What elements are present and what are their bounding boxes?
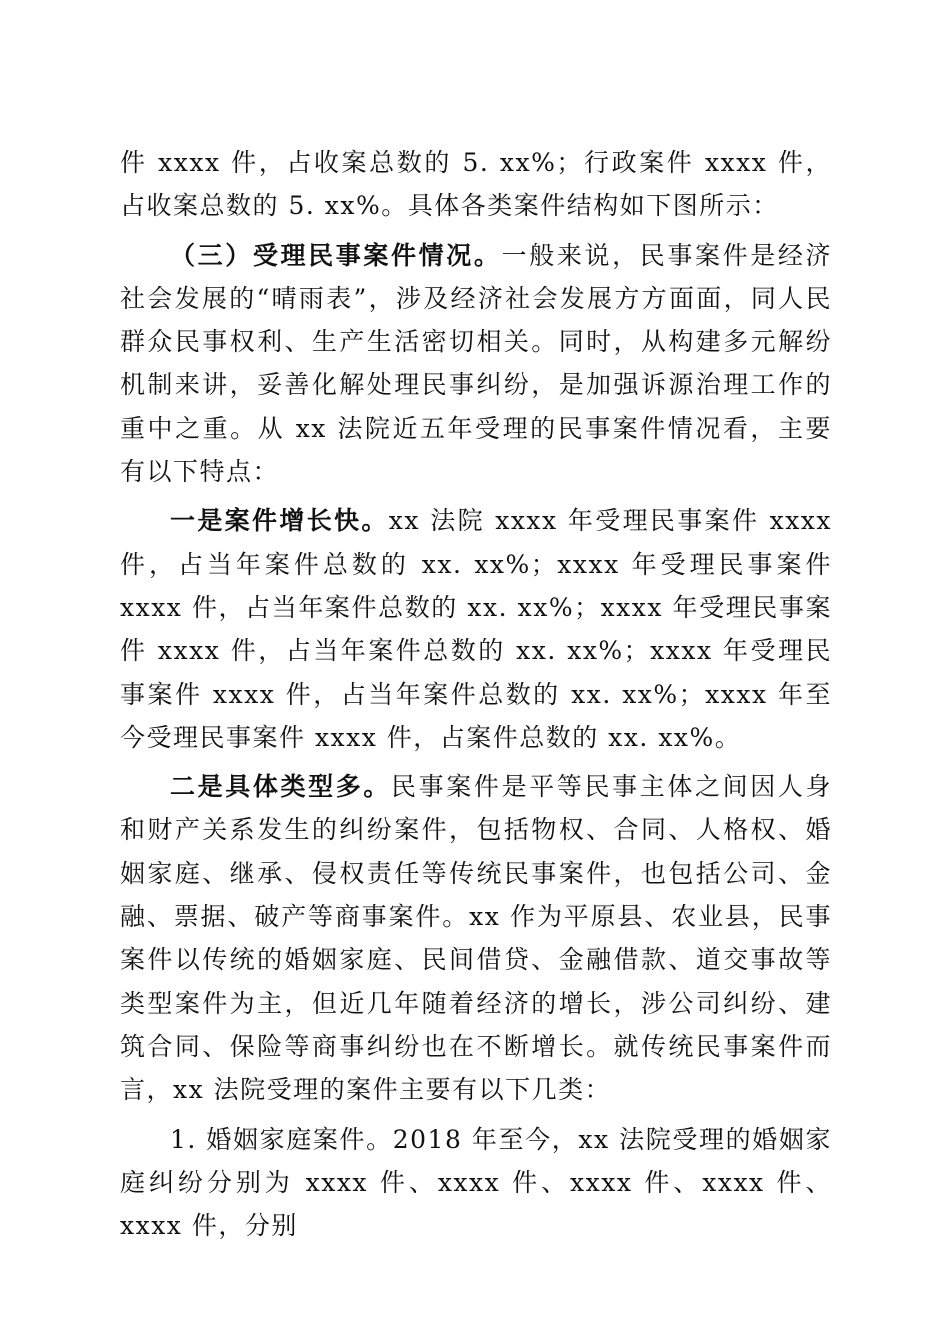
paragraph-marriage-family — [120, 1118, 832, 1248]
point-heading: 一是案件增长快。 — [170, 506, 389, 536]
paragraph-case-structure — [120, 141, 832, 228]
paragraph-fast-growth — [120, 499, 832, 759]
point-heading: 二是具体类型多。 — [170, 772, 392, 802]
paragraph-text: xx 法院 xxxx 年受理民事案件 xxxx 件，占当年案件总数的 xx. xx%；xxxx 年受理民事案件 xxxx 件，占当年案件总数的 xx. xx%；xxxx 年受理民事案件 xxxx 件，占当年案件总数的 xx. xx%；xxxx 年受理民事案件 xxxx 件，占当年案件总数的 xx. xx%；xxxx 年至今受理民事案件 xxxx 件，占案件总数的 xx. xx%。 — [120, 506, 832, 752]
paragraph-civil-cases — [120, 234, 832, 494]
paragraph-text: 件 xxxx 件，占收案总数的 5. xx%；行政案件 xxxx 件，占收案总数的 5. xx%。具体各类案件结构如下图所示： — [120, 148, 832, 221]
section-heading: （三）受理民事案件情况。 — [170, 240, 502, 270]
paragraph-text: 民事案件是平等民事主体之间因人身和财产关系发生的纠纷案件，包括物权、合同、人格权、婚姻家庭、继承、侵权责任等传统民事案件，也包括公司、金融、票据、破产等商事案件。xx 作为平原县、农业县，民事案件以传统的婚姻家庭、民间借贷、金融借款、道交事故等类型案件为主，但近几年随着经济的增长，涉公司纠纷、建筑合同、保险等商事纠纷也在不断增长。就传统民事案件而言，xx 法院受理的案件主要有以下几类： — [120, 772, 832, 1105]
paragraph-many-types — [120, 765, 832, 1111]
paragraph-text: 一般来说，民事案件是经济社会发展的“晴雨表”，涉及经济社会发展方方面面，同人民群众民事权利、生产生活密切相关。同时，从构建多元解纷机制来讲，妥善化解处理民事纠纷，是加强诉源治理工作的重中之重。从 xx 法院近五年受理的民事案件情况看，主要有以下特点： — [120, 240, 832, 487]
document-body — [120, 141, 832, 1253]
paragraph-text: 1. 婚姻家庭案件。2018 年至今，xx 法院受理的婚姻家庭纠纷分别为 xxxx 件、xxxx 件、xxxx 件、xxxx 件、xxxx 件，分别 — [120, 1124, 832, 1241]
